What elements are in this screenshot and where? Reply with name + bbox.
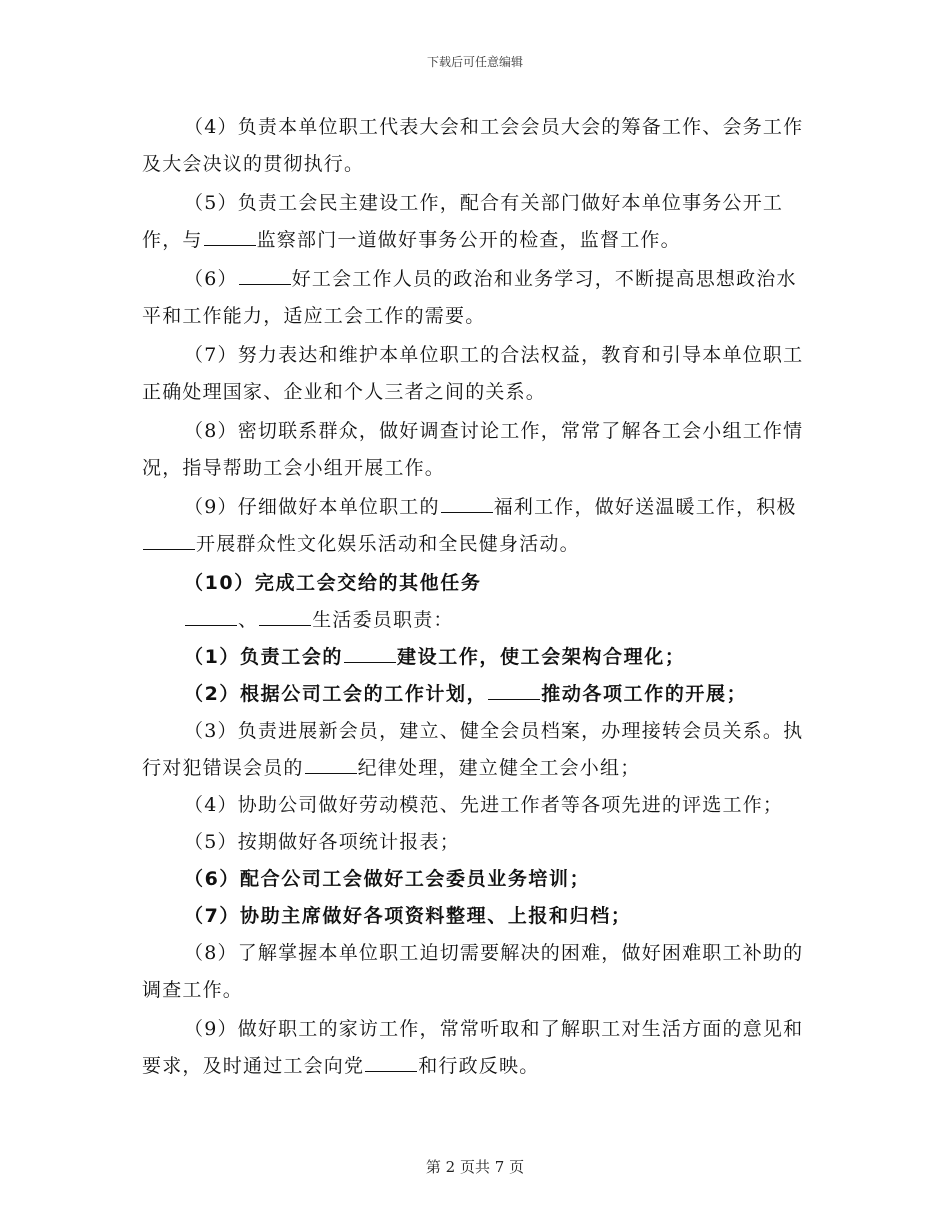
paragraph-duty-5 xyxy=(142,185,810,259)
paragraph-text: 纪律处理，建立健全工会小组； xyxy=(357,757,641,779)
fill-blank xyxy=(239,283,291,285)
paragraph-text: 好工会工作人员的政治和业务学习，不断提高思想政治水平和工作能力，适应工会工作的需要。 xyxy=(142,268,797,327)
paragraph-text: （6）配合公司工会做好工会委员业务培训； xyxy=(184,868,591,890)
paragraph-text: （2）根据公司工会的工作计划， xyxy=(184,683,488,705)
paragraph-duty-10 xyxy=(142,565,810,602)
fill-blank xyxy=(185,624,237,626)
paragraph-life-3 xyxy=(142,713,810,787)
fill-blank xyxy=(344,661,396,663)
paragraph-text: 推动各项工作的开展； xyxy=(541,683,748,705)
paragraph-duty-6 xyxy=(142,261,810,335)
document-body xyxy=(142,109,810,1085)
paragraph-text: （6） xyxy=(184,268,238,290)
paragraph-text: （8）密切联系群众，做好调查讨论工作，常常了解各工会小组工作情况，指导帮助工会小组开展工作。 xyxy=(142,420,804,479)
paragraph-text: （4）负责本单位职工代表大会和工会会员大会的筹备工作、会务工作及大会决议的贯彻执行。 xyxy=(142,116,804,175)
section-heading-text: 生活委员职责： xyxy=(312,609,454,631)
paragraph-text: 建设工作，使工会架构合理化； xyxy=(397,646,686,668)
paragraph-life-9 xyxy=(142,1011,810,1085)
paragraph-life-7 xyxy=(142,898,810,935)
fill-blank xyxy=(305,772,357,774)
fill-blank xyxy=(259,624,311,626)
paragraph-text: （1）负责工会的 xyxy=(184,646,344,668)
fill-blank xyxy=(204,244,256,246)
paragraph-life-1 xyxy=(142,639,810,676)
paragraph-life-8 xyxy=(142,935,810,1009)
paragraph-text: 监察部门一道做好事务公开的检查，监督工作。 xyxy=(256,229,681,251)
paragraph-text: （7）协助主席做好各项资料整理、上报和归档； xyxy=(184,905,632,927)
paragraph-text: （7）努力表达和维护本单位职工的合法权益，教育和引导本单位职工正确处理国家、企业和个人三者之间的关系。 xyxy=(142,344,804,403)
paragraph-life-5 xyxy=(142,824,810,861)
fill-blank xyxy=(143,548,195,550)
section-heading xyxy=(142,602,810,639)
paragraph-text: （9）仔细做好本单位职工的 xyxy=(184,496,440,518)
paragraph-text: （4）协助公司做好劳动模范、先进工作者等各项先进的评选工作； xyxy=(184,794,784,816)
fill-blank xyxy=(441,511,493,513)
paragraph-duty-8 xyxy=(142,413,810,487)
paragraph-life-2 xyxy=(142,676,810,713)
paragraph-duty-9 xyxy=(142,489,810,563)
paragraph-duty-4 xyxy=(142,109,810,183)
paragraph-duty-7 xyxy=(142,337,810,411)
paragraph-life-6 xyxy=(142,861,810,898)
fill-blank xyxy=(365,1070,417,1072)
paragraph-text: （5）按期做好各项统计报表； xyxy=(184,831,460,853)
paragraph-text: 开展群众性文化娱乐活动和全民健身活动。 xyxy=(196,533,580,555)
paragraph-text: （3）负责进展新会员，建立、健全会员档案，办理接转会员关系。执行对犯错误会员的 xyxy=(142,720,804,779)
fill-blank xyxy=(488,698,540,700)
paragraph-text: （10）完成工会交给的其他任务 xyxy=(184,572,482,594)
page-footer: 第 2 页共 7 页 xyxy=(425,1158,525,1176)
page-header: 下载后可任意编辑 xyxy=(426,55,523,69)
paragraph-text: （9）做好职工的家访工作，常常听取和了解职工对生活方面的意见和要求，及时通过工会向党 xyxy=(142,1018,804,1077)
paragraph-text: （8）了解掌握本单位职工迫切需要解决的困难，做好困难职工补助的调查工作。 xyxy=(142,942,804,1001)
section-heading-text: 、 xyxy=(238,609,259,631)
paragraph-text: （5）负责工会民主建设工作，配合有关部门做好本单位事务公开工作，与 xyxy=(142,192,784,251)
paragraph-text: 福利工作，做好送温暖工作，积极 xyxy=(493,496,797,518)
paragraph-text: 和行政反映。 xyxy=(418,1055,540,1077)
paragraph-life-4 xyxy=(142,787,810,824)
